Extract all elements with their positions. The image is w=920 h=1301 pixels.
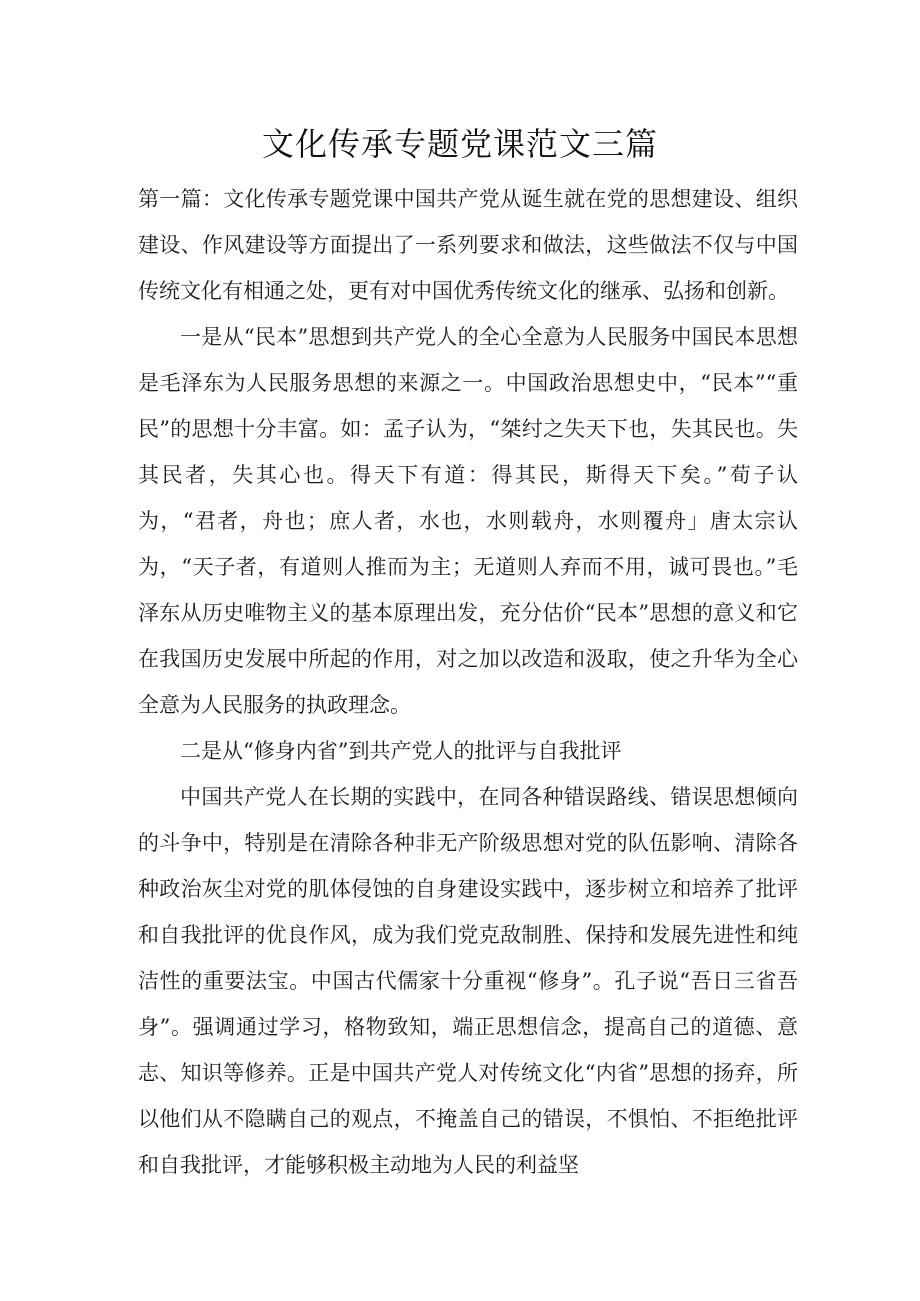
paragraph-self-criticism: 中国共产党人在长期的实践中，在同各种错误路线、错误思想倾向的斗争中，特别是在清除各种非无产阶级思想对党的队伍影响、清除各种政治灰尘对党的肌体侵蚀的自身建设实践中，逐步树立和培养了批评和自我批评的优良作风，成为我们党克敌制胜、保持和发展先进性和纯洁性的重要法宝。中国古代儒家十分重视“修身”。孔子说“吾日三省吾身”。强调通过学习，格物致知，端正思想信念，提高自己的道德、意志、知识等修养。正是中国共产党人对传统文化“内省”思想的扬弃，所以他们从不隐瞒自己的观点，不掩盖自己的错误，不惧怕、不拒绝批评和自我批评，才能够积极主动地为人民的利益坚 — [138, 785, 798, 1177]
paragraph-intro: 第一篇：文化传承专题党课中国共产党从诞生就在党的思想建设、组织建设、作风建设等方面提出了一系列要求和做法，这些做法不仅与中国传统文化有相通之处，更有对中国优秀传统文化的继承、弘扬和创新。 — [138, 187, 798, 303]
paragraph-section-heading: 二是从“修身内省”到共产党人的批评与自我批评 — [180, 739, 622, 763]
paragraph-minben: 一是从“民本”思想到共产党人的全心全意为人民服务中国民本思想是毛泽东为人民服务思想的来源之一。中国政治思想史中，“民本”“重民”的思想十分丰富。如：孟子认为，“桀纣之失天下也，失其民也。失其民者，失其心也。得天下有道：得其民，斯得天下矣。”荀子认为，“君者，舟也；庶人者，水也，水则载舟，水则覆舟」唐太宗认为，“天子者，有道则人推而为主；无道则人弃而不用，诚可畏也。”毛泽东从历史唯物主义的基本原理出发，充分估价“民本”思想的意义和它在我国历史发展中所起的作用，对之加以改造和汲取，使之升华为全心全意为人民服务的执政理念。 — [138, 325, 798, 717]
document-title: 文化传承专题党课范文三篇 — [261, 125, 658, 163]
document-body — [138, 176, 798, 1188]
